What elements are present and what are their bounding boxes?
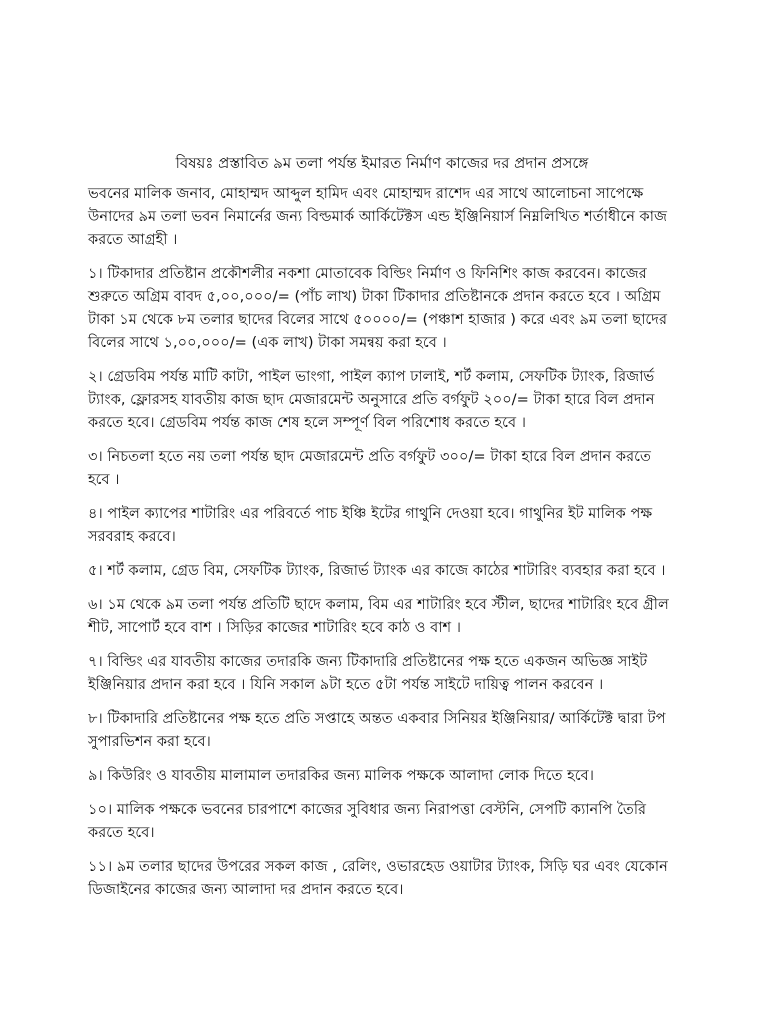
document-page: [88, 152, 676, 912]
clause-10: ১০। মালিক পক্ষকে ভবনের চারপাশে কাজের সুবিধার জন্য নিরাপত্তা বেস্টনি, সেপটি ক্যানপি তৈরি করতে হবে।: [88, 801, 647, 841]
clause-6: ৬। ১ম থেকে ৯ম তলা পর্যন্ত প্রতিটি ছাদে কলাম, বিম এর শাটারিং হবে স্টীল, ছাদের শাটারিং হবে গ্রীল শীট, সাপোর্ট হবে বাশ । সিড়ির কাজের শাটারিং হবে কাঠ ও বাশ ।: [88, 596, 669, 636]
clause-8: ৮। টিকাদারি প্রতিষ্টানের পক্ষ হতে প্রতি সপ্তাহে অন্তত একবার সিনিয়র ইঞ্জিনিয়ার/ আর্কিটেক্ট দ্বারা টপ সুপারভিশন করা হবে।: [88, 710, 666, 750]
clause-9: ৯। কিউরিং ও যাবতীয় মালামাল তদারকির জন্য মালিক পক্ষকে আলাদা লোক দিতে হবে।: [88, 767, 594, 784]
clause-11: ১১। ৯ম তলার ছাদের উপরের সকল কাজ , রেলিং, ওভারহেড ওয়াটার ট্যাংক, সিড়ি ঘর এবং যেকোন ডিজাইনের কাজের জন্য আলাদা দর প্রদান করতে হবে।: [88, 858, 668, 898]
intro-paragraph: ভবনের মালিক জনাব, মোহাম্মদ আব্দুল হামিদ এবং মোহাম্মদ রাশেদ এর সাথে আলোচনা সাপেক্ষে উনাদের ৯ম তলা ভবন নিমার্নের জন্য বিল্ডমার্ক আর্কিটেক্টস এন্ড ইঞ্জিনিয়ার্স নিম্নলিখিত শর্তাধীনে কাজ করতে আগ্রহী ।: [88, 185, 668, 248]
clause-4: ৪। পাইল ক্যাপের শাটারিং এর পরিবর্তে পাচ ইঞ্চি ইটের গাথুনি দেওয়া হবে। গাথুনির ইট মালিক পক্ষ সরবরাহ করবে।: [88, 505, 653, 545]
clause-7: ৭। বিল্ডিং এর যাবতীয় কাজের তদারকি জন্য টিকাদারি প্রতিষ্টানের পক্ষ হতে একজন অভিজ্ঞ সাইট ইঞ্জিনিয়ার প্রদান করা হবে । যিনি সকাল ৯টা হতে ৫টা পর্যন্ত সাইটে দায়িত্ব পালন করবেন ।: [88, 653, 648, 693]
clause-5: ৫। শর্ট কলাম, গ্রেড বিম, সেফটিক ট্যাংক, রিজার্ভ ট্যাংক এর কাজে কাঠের শাটারিং ব্যবহার করা হবে ।: [88, 562, 666, 579]
document-subject: বিষয়ঃ প্রস্তাবিত ৯ম তলা পর্যন্ত ইমারত নির্মাণ কাজের দর প্রদান প্রসঙ্গে: [175, 154, 589, 172]
clause-1: ১। টিকাদার প্রতিষ্টান প্রকৌশলীর নকশা মোতাবেক বিল্ডিং নির্মাণ ও ফিনিশিং কাজ করবেন। কাজের শুরুতে অগ্রিম বাবদ ৫,০০,০০০/= (পাঁচ লাখ) টাকা টিকাদার প্রতিষ্টানকে প্রদান করতে হবে । অগ্রিম টাকা ১ম থেকে ৮ম তলার ছাদের বিলের সাথে ৫০০০০/= (পঞ্চাশ হাজার ) করে এবং ৯ম তলা ছাদের বিলের সাথে ১,০০,০০০/= (এক লাখ) টাকা সমন্বয় করা হবে ।: [88, 265, 667, 351]
clause-3: ৩। নিচতলা হতে নয় তলা পর্যন্ত ছাদ মেজারমেন্ট প্রতি বর্গফুট ৩০০/= টাকা হারে বিল প্রদান করতে হবে ।: [88, 448, 651, 488]
clause-2: ২। গ্রেডবিম পর্যন্ত মাটি কাটা, পাইল ভাংগা, পাইল ক্যাপ ঢালাই, শর্ট কলাম, সেফটিক ট্যাংক, রিজার্ভ ট্যাংক, ফ্লোরসহ যাবতীয় কাজ ছাদ মেজারমেন্ট অনুসারে প্রতি বর্গফুট ২০০/= টাকা হারে বিল প্রদান করতে হবে। গ্রেডবিম পর্যন্ত কাজ শেষ হলে সম্পূর্ণ বিল পরিশোধ করতে হবে ।: [88, 368, 655, 431]
